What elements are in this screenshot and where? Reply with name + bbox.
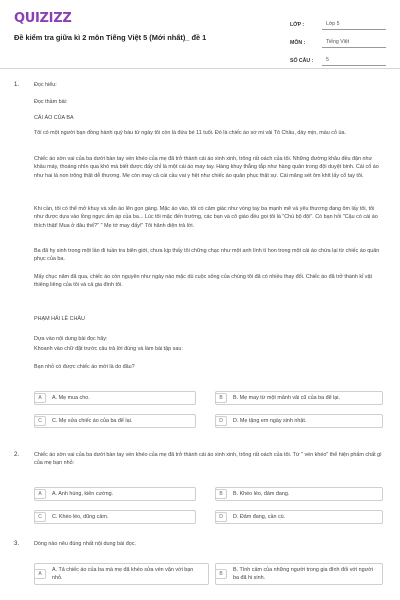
worksheet-title: Đề kiểm tra giữa kì 2 môn Tiếng Việt 5 (Mới nhất)_ đề 1 <box>14 33 207 42</box>
question-1-line: CÁI ÁO CỦA BA <box>34 115 74 121</box>
option-letter-a: A <box>34 569 46 579</box>
question-1-paragraph: Ba đã hy sinh trong một lần đi tuần tra biên giới, chưa kịp thấy tôi chững chạc như một anh lính tí hon trong một cái áo chứa lại từ chiếc áo quân phục của ba. <box>34 248 380 263</box>
question-3-prompt: Dòng nào nêu đúng nhất nội dung bài đọc. <box>34 541 136 547</box>
option-letter-c: C <box>34 416 46 426</box>
question-1-number: 1. <box>14 82 20 88</box>
question-1-author: PHẠM HẢI LÊ CHÂU <box>34 316 85 322</box>
meta-row-subject <box>290 30 386 48</box>
option-text: C. Mẹ sửa chiếc áo của ba để lại. <box>52 417 133 424</box>
option-letter-b: B <box>215 569 227 579</box>
option-text: C. Khéo léo, dũng cảm. <box>52 513 109 520</box>
option-text: A. Tả chiếc áo của ba mà mẹ đã khéo sửa vén vặn với bạn nhỏ. <box>52 566 194 581</box>
meta-label-class: LỚP : <box>290 22 305 28</box>
meta-label-subject: MÔN : <box>290 40 306 46</box>
option-text: A. Mẹ mua cho. <box>52 394 90 401</box>
question-2-option-b[interactable] <box>215 487 383 501</box>
question-1-option-b[interactable] <box>215 391 383 405</box>
meta-value-count: 5 <box>322 57 386 66</box>
question-2-option-c[interactable] <box>34 510 196 524</box>
question-1-line: Dựa vào nội dung bài đọc hãy: <box>34 336 108 342</box>
question-1-line: Đọc hiểu: <box>34 82 57 88</box>
option-letter-b: B <box>215 393 227 403</box>
option-text: D. Đảm đang, cần cù. <box>233 513 286 520</box>
question-3-option-b[interactable] <box>215 563 383 585</box>
option-text: D. Mẹ tặng em ngày sinh nhật. <box>233 417 307 424</box>
question-2-option-d[interactable] <box>215 510 383 524</box>
question-1-line: Khoanh vào chữ đặt trước câu trả lời đúng và làm bài tập sau: <box>34 346 183 352</box>
question-1-paragraph: Chiếc áo sờn vai của ba dưới bàn tay vén khéo của mẹ đã trở thành cái áo xinh xinh, trông rất oách của tôi. Những đường khâu đều đặn như khâu máy, thoáng nhìn qua khó mà biết được đấy chỉ là một cái áo may tay. Hàng khuy thẳng tắp như hàng quân trong đội duyệt binh. Cái cổ áo như hai lá non trông thật dễ thương. Mẹ còn may cả cái cầu vai y hệt như chiếc áo quân phục thật sự. Cái măng sét ôm khít lấy cổ tay tôi. <box>34 156 379 179</box>
option-letter-a: A <box>34 489 46 499</box>
option-text: B. Tình cảm của những người trong gia đình đối với người ba đã hi sinh. <box>233 566 374 581</box>
question-2-prompt: Chiếc áo sờn vai của ba dưới bàn tay vén khéo của mẹ đã trở thành cái áo xinh xinh, trông rất oách của tôi. Từ " vén khéo" thể hiện phẩm chất gì của mẹ bạn nhỏ: <box>34 452 382 467</box>
quizizz-logo: QUIZIZZ <box>14 11 72 26</box>
question-2-option-a[interactable] <box>34 487 196 501</box>
question-1-paragraph: Tôi có một người bạn đồng hành quý báu từ ngày tôi còn là đứa bé 11 tuổi. Đó là chiếc áo sơ mi vải Tô Châu, dày mịn, màu cỏ úa. <box>34 130 346 136</box>
meta-row-count <box>290 48 386 66</box>
option-letter-c: C <box>34 512 46 522</box>
option-letter-d: D <box>215 416 227 426</box>
question-1-prompt: Bạn nhỏ có được chiếc áo mới là do đâu? <box>34 364 135 370</box>
question-1-paragraph: Mấy chục năm đã qua, chiếc áo còn nguyên như ngày nào mặc dù cuộc sống của chúng tôi đã có nhiều thay đổi. Chiếc áo đã trở thành kỉ vật thiêng liêng của tôi và cả gia đình tôi. <box>34 274 372 289</box>
option-letter-a: A <box>34 393 46 403</box>
meta-value-subject: Tiếng Việt <box>322 39 386 48</box>
meta-label-count: SỐ CÂU : <box>290 58 314 64</box>
worksheet-meta <box>290 12 386 66</box>
option-text: B. Mẹ may từ một mảnh vải cũ của ba để lại. <box>233 394 340 401</box>
question-1-option-d[interactable] <box>215 414 383 428</box>
question-1-line: Đọc thầm bài: <box>34 99 68 105</box>
question-1-option-a[interactable] <box>34 391 196 405</box>
question-3-number: 3. <box>14 541 20 547</box>
option-letter-d: D <box>215 512 227 522</box>
meta-row-class <box>290 12 386 30</box>
question-2-number: 2. <box>14 452 20 458</box>
question-3-option-a[interactable] <box>34 563 209 585</box>
header-divider <box>0 68 400 69</box>
option-text: B. Khéo léo, đảm đang. <box>233 490 290 497</box>
option-letter-b: B <box>215 489 227 499</box>
question-1-paragraph: Khi cần, tôi có thể mở khuy và xắn áo lên gọn gàng. Mặc áo vào, tôi có cảm giác như vòng tay ba mạnh mẽ và yêu thương đang ôm lấy tôi, tôi như được dựa vào lồng ngực ấm áp của ba... Lúc tôi mặc đến trường, các bạn và cô giáo đều gọi tôi là "Chú bộ đội". Có bạn hỏi "Cậu có cái áo thích thật! Mua ở đâu thế?" " Mẹ tớ may đấy!" Tôi hãnh diện trả lời. <box>34 206 378 229</box>
question-1-option-c[interactable] <box>34 414 196 428</box>
option-text: A. Anh hùng, kiên cường. <box>52 490 114 497</box>
meta-value-class: Lớp 5 <box>322 21 386 30</box>
